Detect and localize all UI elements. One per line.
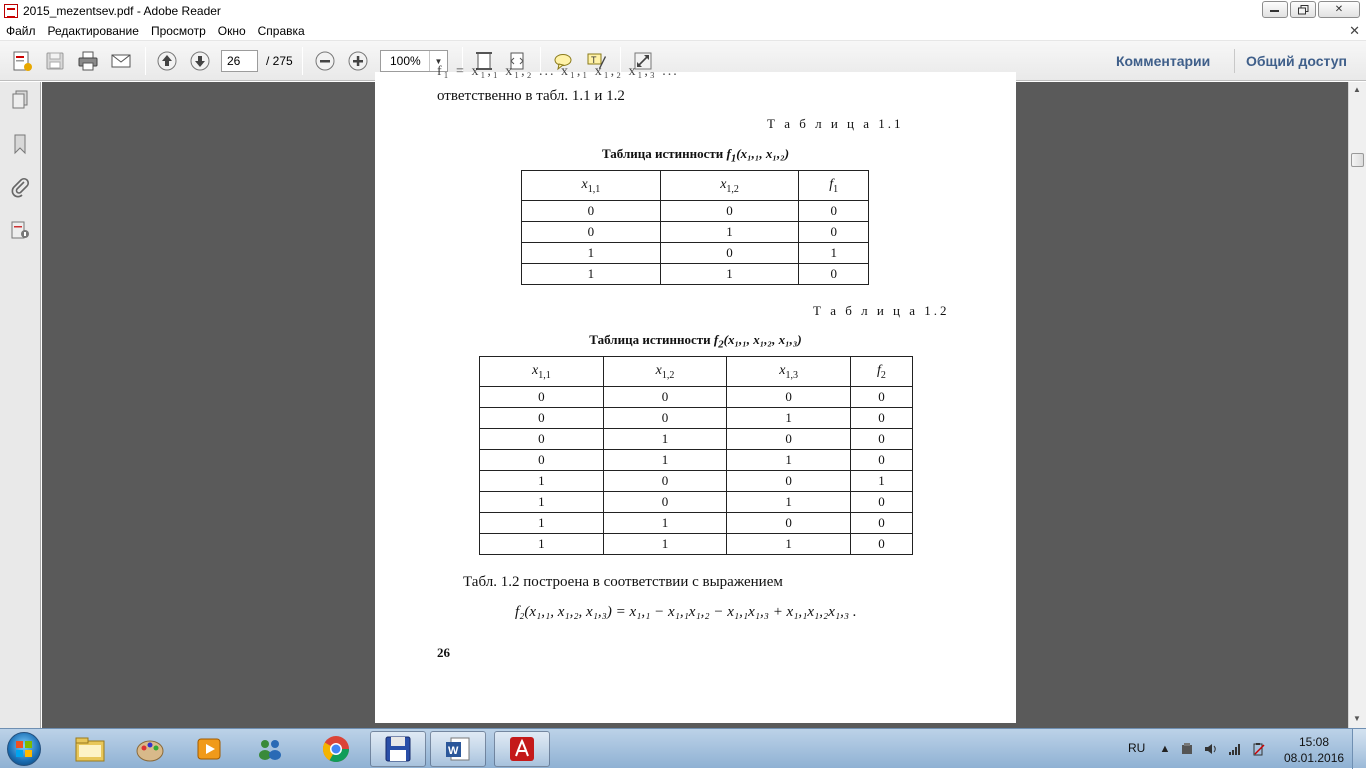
table-cell: 0 [850,513,912,534]
table-cell: 0 [480,387,604,408]
clock-date: 08.01.2016 [1284,751,1345,765]
table-cell: 0 [603,387,727,408]
table-cell: 1 [603,429,727,450]
table-row [522,222,869,243]
taskbar-adobe-reader[interactable] [494,731,550,767]
close-button[interactable] [1318,1,1360,18]
table-cell: 1 [727,408,851,429]
taskbar-paint[interactable] [122,731,178,767]
paperclip-icon [9,176,31,198]
table-cell: 0 [850,387,912,408]
table-row [522,264,869,285]
table1-caption-args: (x₁,₁, x₁,₂) [736,146,790,161]
taskbar-save-app[interactable] [370,731,426,767]
create-pdf-button[interactable] [9,49,35,73]
document-viewer[interactable] [42,64,1348,728]
menu-bar [0,21,1366,41]
share-link[interactable]: Общий доступ [1246,53,1347,69]
table-cell: 0 [660,201,799,222]
table2-header-cell: $x_{1,1}$ [480,357,604,387]
page-number: 26 [437,645,450,660]
table-row [480,534,913,555]
device-icon[interactable] [1180,742,1194,756]
table-row [480,513,913,534]
close-document-button[interactable]: ✕ [1349,23,1360,38]
table1-header-cell: $x_{1,1}$ [522,171,661,201]
document-lock-icon [9,219,31,241]
table-cell: 0 [660,243,799,264]
minimize-icon [1270,8,1280,12]
battery-icon[interactable] [1252,742,1266,756]
system-clock[interactable] [1284,734,1344,766]
prev-page-button[interactable] [154,49,180,73]
save-floppy-icon [383,734,413,764]
zoom-value: 100% [390,54,421,68]
table-cell: 0 [603,408,727,429]
email-button[interactable] [108,49,134,73]
table-row [480,429,913,450]
signal-icon[interactable] [1228,742,1242,756]
table-cell: 1 [727,534,851,555]
print-button[interactable] [75,49,101,73]
menu-file[interactable]: Файл [6,23,36,38]
paint-icon [134,735,166,763]
table-cell: 0 [799,222,869,243]
taskbar-network[interactable] [242,731,298,767]
table-cell: 1 [660,222,799,243]
restore-icon [1298,5,1309,15]
title-bar [0,0,1366,21]
pages-icon [9,89,31,111]
menu-window[interactable]: Окно [217,23,246,38]
table-cell: 1 [660,264,799,285]
chrome-icon [321,734,351,764]
maximize-button[interactable] [1290,1,1316,18]
pdf-page [375,64,1016,723]
table2-header-cell: $x_{1,2}$ [603,357,727,387]
svg-text:T: T [591,55,597,65]
table-row [480,408,913,429]
navigation-panel [0,82,41,728]
taskbar-word[interactable] [430,731,486,767]
table2-caption-args: (x₁,₁, x₁,₂, x₁,₃) [723,332,802,347]
table2-caption: Таблица истинности $f_2(x_1,_1$, x₁,₂, x₁,₃) [589,332,802,351]
table1-caption-func: $f_1$ [726,146,737,165]
table-cell: 0 [603,492,727,513]
window-controls [1262,1,1360,18]
truth-table-1 [521,170,869,285]
table-cell: 1 [799,243,869,264]
page-total: / 275 [266,54,293,68]
table1-header-cell: $f_1$ [799,171,869,201]
zoom-out-button[interactable] [312,49,338,73]
email-icon [110,50,132,72]
table-cell: 0 [727,513,851,534]
table-row [480,450,913,471]
table2-label: Т а б л и ц а 1.2 [813,303,950,318]
menu-help[interactable]: Справка [257,23,305,38]
taskbar [0,728,1366,768]
table-cell: 0 [522,201,661,222]
explorer-icon [74,735,106,763]
minimize-button[interactable] [1262,1,1288,18]
table-row [480,387,913,408]
save-button[interactable] [42,49,68,73]
table-cell: 1 [603,450,727,471]
table-cell: 0 [799,264,869,285]
save-icon [44,50,66,72]
vertical-scrollbar[interactable] [1348,82,1366,728]
language-indicator[interactable]: RU [1128,741,1146,755]
paragraph-text: Табл. 1.2 построена в соответствии с выражением [463,574,783,590]
taskbar-chrome[interactable] [308,731,364,767]
show-hidden-icons-icon[interactable]: ▲ [1159,743,1171,755]
show-desktop-button[interactable] [1352,729,1366,769]
table-cell: 1 [480,471,604,492]
adobe-reader-icon [507,734,537,764]
media-player-icon [194,735,226,763]
table-row [522,243,869,264]
scroll-up-icon[interactable]: ▲ [1353,85,1361,94]
table-cell: 0 [727,471,851,492]
table-cell: 1 [727,492,851,513]
adobe-reader-icon [4,4,18,18]
table-cell: 0 [480,450,604,471]
table-cell: 1 [727,450,851,471]
table-cell: 0 [850,429,912,450]
menu-view[interactable]: Просмотр [150,23,206,38]
table-cell: 0 [850,492,912,513]
table-cell: 0 [603,471,727,492]
clock-time: 15:08 [1298,735,1330,749]
table-cell: 0 [480,429,604,450]
bookmarks-button[interactable] [8,132,32,156]
intro-text: ответственно в табл. 1.1 и 1.2 [437,88,625,104]
zoom-out-icon [314,50,336,72]
table-row [522,201,869,222]
table-cell: 0 [850,450,912,471]
next-page-icon [189,50,211,72]
prev-page-icon [156,50,178,72]
table-cell: 0 [799,201,869,222]
table-row [480,471,913,492]
print-icon [77,50,99,72]
table1-header-cell: $x_{1,2}$ [660,171,799,201]
scrollbar-thumb[interactable] [1351,153,1364,167]
table-cell: 0 [522,222,661,243]
table-cell: 1 [480,534,604,555]
comments-link[interactable]: Комментарии [1116,53,1211,69]
scroll-down-icon[interactable]: ▼ [1353,714,1361,723]
table-cell: 1 [480,492,604,513]
table-cell: 1 [603,513,727,534]
page-thumbnails-button[interactable] [8,88,32,112]
taskbar-media-player[interactable] [182,731,238,767]
table-cell: 0 [850,408,912,429]
zoom-in-icon [347,50,369,72]
table-cell: 1 [480,513,604,534]
network-people-icon [254,735,286,763]
table-cell: 1 [850,471,912,492]
table2-caption-func: $f_2$ [713,332,724,351]
taskbar-explorer[interactable] [62,731,118,767]
bookmark-icon [9,133,31,155]
table2-header-cell: $f_2$ [850,357,912,387]
word-icon [443,734,473,764]
close-icon: ✕ [1334,4,1344,15]
table2-header-cell: $x_{1,3}$ [727,357,851,387]
table1-label: Т а б л и ц а 1.1 [767,116,904,131]
zoom-in-button[interactable] [345,49,371,73]
create-pdf-icon [11,50,33,72]
menu-edit[interactable]: Редактирование [47,23,139,38]
table-cell: 0 [727,387,851,408]
attachments-button[interactable] [8,175,32,199]
table-cell: 0 [480,408,604,429]
window-title: 2015_mezentsev.pdf - Adobe Reader [23,3,221,18]
start-button[interactable] [3,730,45,768]
table-cell: 0 [850,534,912,555]
table-cell: 1 [522,264,661,285]
table1-caption: Таблица истинности $f_1(x_1,_1$, x₁,₂) [601,146,790,165]
table-cell: 1 [522,243,661,264]
svg-text:W: W [448,745,459,757]
chevron-down-icon[interactable]: ▼ [429,51,447,71]
formula: f₂(x₁,₁, x₁,₂, x₁,₃) = x₁,₁ − x₁,₁x₁,₂ − x₁,₁x₁,₃ + x₁,₁x₁,₂x₁,₃ . [515,604,857,620]
page-number-input[interactable] [221,50,258,72]
windows-logo-icon [7,732,41,766]
table-cell: 1 [603,534,727,555]
table-row [480,492,913,513]
volume-icon[interactable] [1204,742,1218,756]
truth-table-2 [479,356,913,555]
next-page-button[interactable] [187,49,213,73]
table-cell: 0 [727,429,851,450]
signatures-button[interactable] [8,218,32,242]
cut-off-formula-line: f₁ = x₁,₁ x₁,₂ ... x₁,₁ x₁,₂ x₁,₃ ... [437,64,679,79]
